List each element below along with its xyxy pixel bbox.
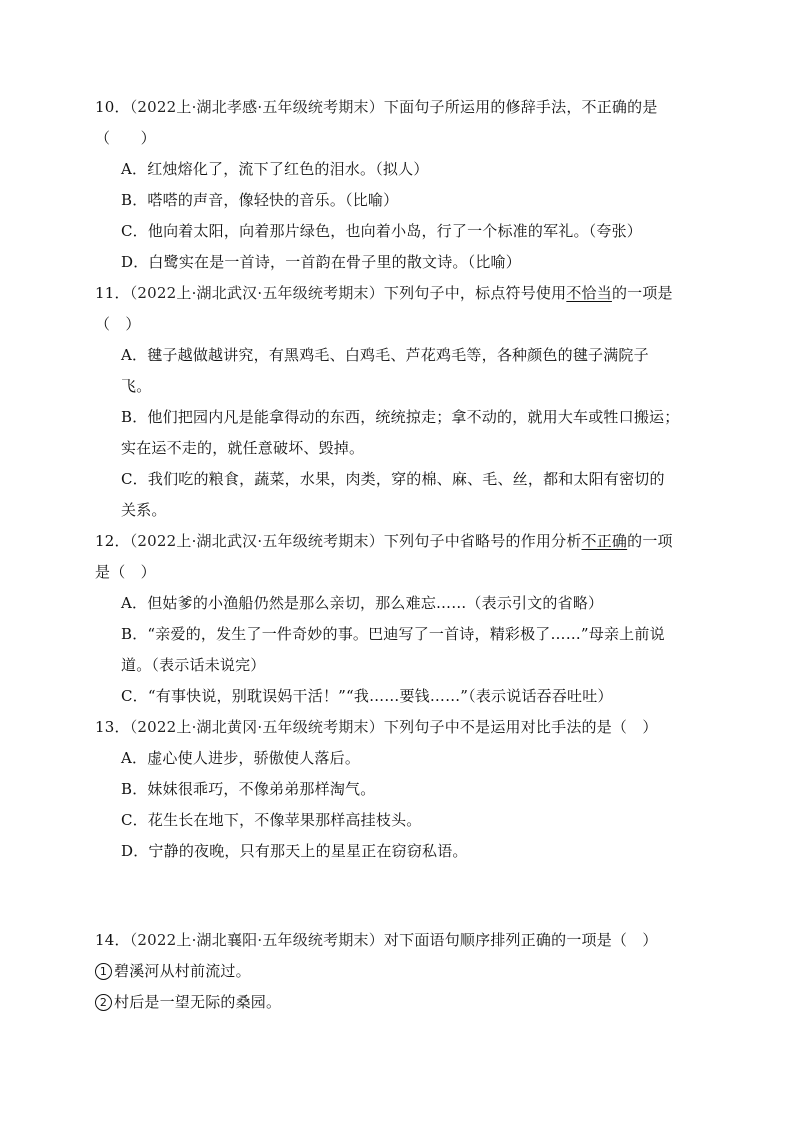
option-d: D．白鹭实在是一首诗，一首韵在骨子里的散文诗。（比喻） [121, 253, 521, 271]
option-a: A．毽子越做越讲究，有黑鸡毛、白鸡毛、芦花鸡毛等，各种颜色的毽子满院子 [121, 346, 649, 364]
question-source: （2022上·湖北黄冈·五年级统考期末） [129, 718, 384, 736]
question-text: 下列句子中，标点符号使用 [383, 284, 567, 302]
option-a: A．但姑爹的小渔船仍然是那么亲切，那么难忘……（表示引文的省略） [121, 594, 604, 612]
question-number: 14 [95, 931, 115, 949]
question-14 [95, 925, 705, 1018]
question-stem: 10．（2022上·湖北孝感·五年级统考期末）下面句子所运用的修辞手法，不正确的是 [95, 98, 658, 116]
question-text-end: 的一项是 [611, 284, 673, 302]
underlined-keyword: 不恰当 [566, 284, 612, 302]
question-text-end: 的一项 [627, 532, 673, 550]
option-a: A．红烛熔化了，流下了红色的泪水。（拟人） [121, 160, 429, 178]
question-13 [95, 712, 705, 867]
option-b: B．妹妹很乖巧，不像弟弟那样淘气。 [121, 780, 376, 798]
sentence-text: 村后是一望无际的桑园。 [114, 993, 282, 1011]
question-stem: 13．（2022上·湖北黄冈·五年级统考期末）下列句子中不是运用对比手法的是（ ） [95, 718, 658, 736]
circled-number: 2 [95, 994, 112, 1011]
question-number: 13 [95, 718, 115, 736]
question-source: （2022上·湖北武汉·五年级统考期末） [129, 284, 384, 302]
option-c: C．“有事快说，别耽误妈干活！”“我……要钱……”（表示说话吞吞吐吐） [121, 687, 613, 705]
circled-number: 1 [95, 963, 112, 980]
option-b-continued: 道。（表示话未说完） [121, 656, 266, 674]
question-number: 12 [95, 532, 115, 550]
option-c: C．我们吃的粮食，蔬菜，水果，肉类，穿的棉、麻、毛、丝，都和太阳有密切的 [121, 470, 665, 488]
question-source: （2022上·湖北武汉·五年级统考期末） [129, 532, 384, 550]
option-b: B．“亲爱的，发生了一件奇妙的事。巴迪写了一首诗，精彩极了……”母亲上前说 [121, 625, 665, 643]
underlined-keyword: 不正确 [581, 532, 628, 550]
option-a-continued: 飞。 [121, 377, 152, 395]
option-d: D．宁静的夜晚，只有那天上的星星正在窃窃私语。 [121, 842, 468, 860]
answer-blank: （ ） [95, 315, 141, 333]
question-text: 下列句子中不是运用对比手法的是（ ） [383, 718, 658, 736]
option-c: C．他向着太阳，向着那片绿色，也向着小岛，行了一个标准的军礼。（夸张） [121, 222, 642, 240]
question-number: 11 [95, 284, 115, 302]
question-stem: 11．（2022上·湖北武汉·五年级统考期末）下列句子中，标点符号使用不恰当的一项是 [95, 284, 673, 302]
question-source: （2022上·湖北襄阳·五年级统考期末） [129, 931, 384, 949]
sentence-text: 碧溪河从村前流过。 [114, 962, 251, 980]
question-text: 下面句子所运用的修辞手法，不正确的是 [383, 98, 658, 116]
question-12 [95, 526, 705, 712]
option-b: B．他们把园内凡是能拿得动的东西，统统掠走；拿不动的，就用大车或牲口搬运； [121, 408, 680, 426]
question-stem: 12．（2022上·湖北武汉·五年级统考期末）下列句子中省略号的作用分析不正确的一项 [95, 532, 673, 550]
question-stem: 14．（2022上·湖北襄阳·五年级统考期末）对下面语句顺序排列正确的一项是（ ） [95, 931, 658, 949]
option-b: B．嗒嗒的声音，像轻快的音乐。（比喻） [121, 191, 399, 209]
answer-blank: （ ） [95, 129, 156, 147]
sentence-item-2 [95, 987, 705, 1018]
option-c-continued: 关系。 [121, 501, 167, 519]
sentence-item-1 [95, 956, 705, 987]
option-b-continued: 实在运不走的，就任意破坏、毁掉。 [121, 439, 365, 457]
question-text: 下列句子中省略号的作用分析 [383, 532, 582, 550]
question-number: 10 [95, 98, 115, 116]
answer-blank: 是（ ） [95, 563, 156, 581]
option-c: C．花生长在地下，不像苹果那样高挂枝头。 [121, 811, 422, 829]
question-11 [95, 278, 705, 526]
question-10 [95, 92, 705, 278]
option-a: A．虚心使人进步，骄傲使人落后。 [121, 749, 361, 767]
question-source: （2022上·湖北孝感·五年级统考期末） [129, 98, 384, 116]
question-text: 对下面语句顺序排列正确的一项是（ ） [383, 931, 658, 949]
